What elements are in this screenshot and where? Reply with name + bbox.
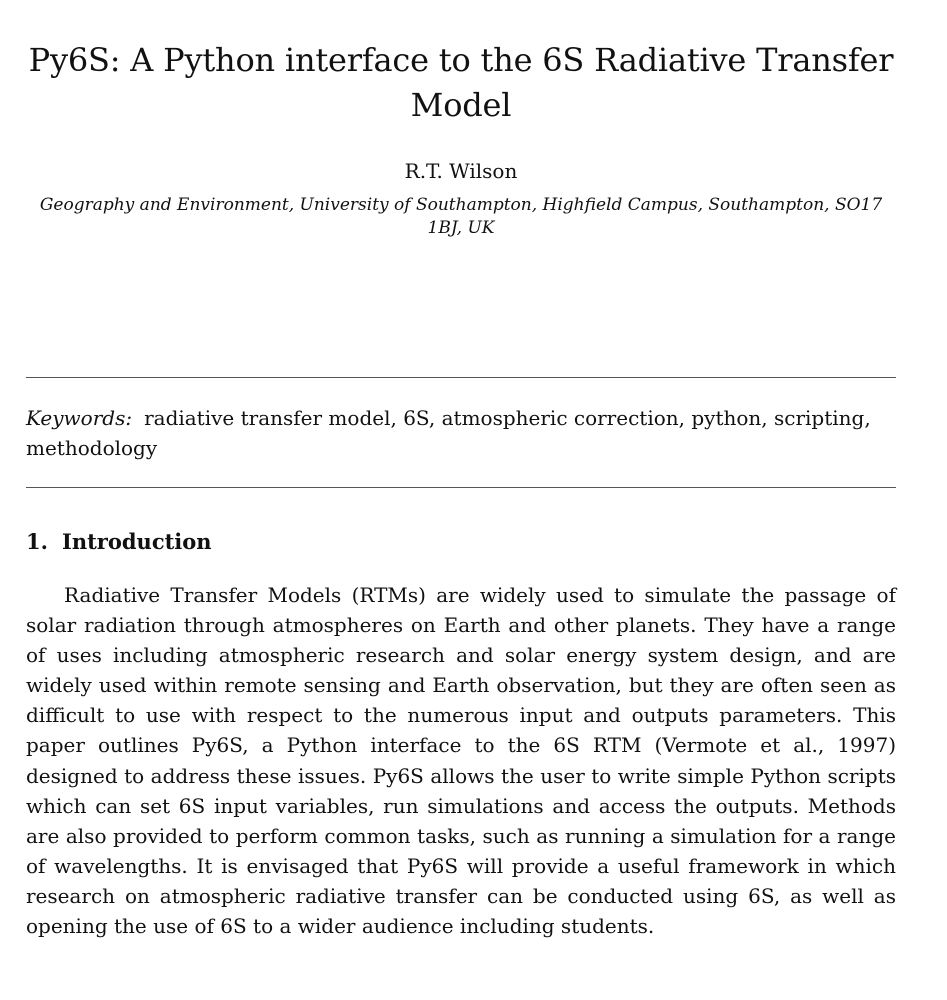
paper-title: Py6S: A Python interface to the 6S Radiative Transfer Model xyxy=(28,41,894,124)
paper-page xyxy=(26,0,896,939)
author-affiliation: Geography and Environment, University of Southampton, Highfield Campus, Southampton, SO17 1BJ, UK xyxy=(39,195,883,238)
keywords-text: radiative transfer model, 6S, atmospheric correction, python, scripting, methodology xyxy=(26,406,871,460)
section-number: 1. xyxy=(26,529,48,554)
keywords-top-rule xyxy=(26,377,896,378)
introduction-paragraph: Radiative Transfer Models (RTMs) are widely used to simulate the passage of solar radiation through atmospheres on Earth and other planets. They have a range of uses including atmospheric research and solar energy system design, and are widely used within remote sensing and Earth observation, but they are often seen as difficult to use with respect to the numerous input and outputs parameters. This paper outlines Py6S, a Python interface to the 6S RTM (Vermote et al., 1997) designed to address these issues. Py6S allows the user to write simple Python scripts which can set 6S input variables, run simulations and access the outputs. Methods are also provided to perform common tasks, such as running a simulation for a range of wavelengths. It is envisaged that Py6S will provide a useful framework in which research on atmospheric radiative transfer can be conducted using 6S, as well as opening the use of 6S to a wider audience including students. xyxy=(26,583,896,939)
section-title: Introduction xyxy=(62,529,212,554)
keywords-block xyxy=(26,403,896,463)
keywords-bottom-rule xyxy=(26,487,896,488)
paper-author: R.T. Wilson xyxy=(404,159,518,183)
keywords-label: Keywords: xyxy=(26,406,133,430)
section-heading xyxy=(26,527,212,557)
